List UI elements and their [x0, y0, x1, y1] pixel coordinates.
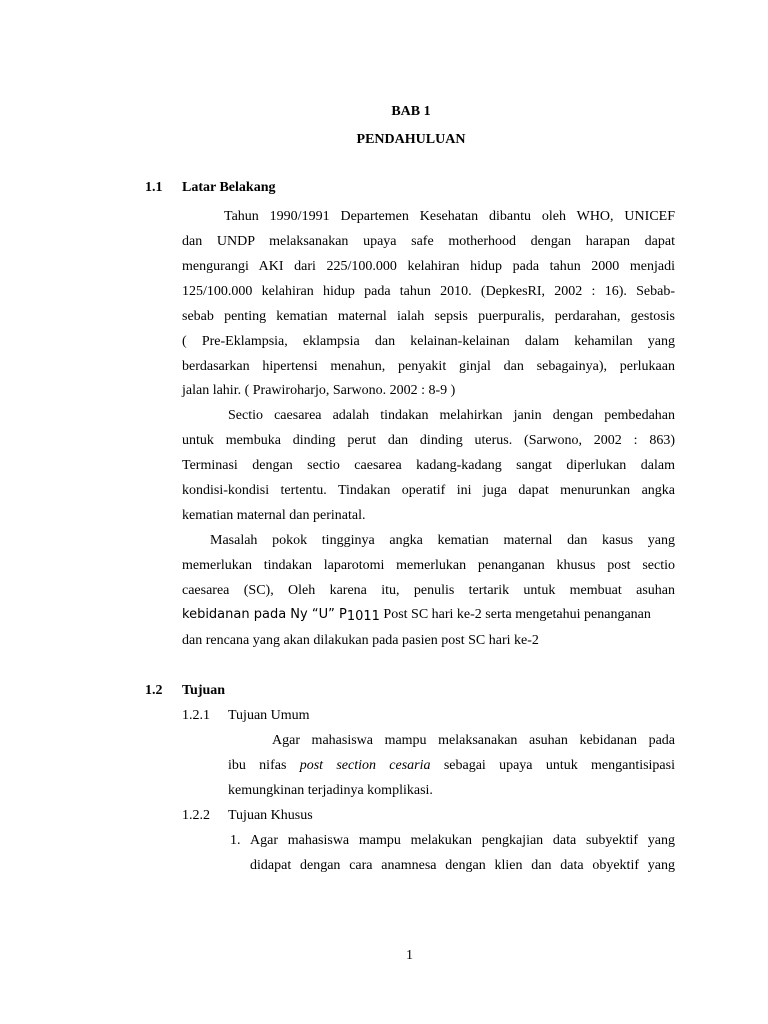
text-line: dan rencana yang akan dilakukan pada pasien post SC hari ke-2	[182, 633, 539, 648]
subsection-title: Tujuan Khusus	[228, 808, 313, 823]
text-line: Agar mahasiswa mampu melakukan pengkajian data subyektif yang	[250, 833, 675, 848]
chapter-title: PENDAHULUAN	[356, 132, 466, 147]
text-line: mengurangi AKI dari 225/100.000 kelahiran hidup pada tahun 2000 menjadi	[182, 259, 675, 274]
text-span: sebagai upaya untuk mengantisipasi	[430, 758, 675, 773]
text-line	[228, 758, 675, 774]
text-span: ibu nifas	[228, 758, 300, 773]
text-line: dan UNDP melaksanakan upaya safe motherhood dengan harapan dapat	[182, 234, 675, 249]
text-line: Terminasi dengan sectio caesarea kadang-kadang sangat diperlukan dalam	[182, 458, 675, 473]
text-line: Sectio caesarea adalah tindakan melahirkan janin dengan pembedahan	[228, 408, 675, 423]
section-number: 1.2	[145, 683, 163, 698]
text-line: Agar mahasiswa mampu melaksanakan asuhan kebidanan pada	[272, 733, 675, 748]
text-line	[182, 607, 651, 623]
text-line: kematian maternal dan perinatal.	[182, 508, 366, 523]
subsection-number: 1.2.2	[182, 808, 210, 823]
text-line: didapat dengan cara anamnesa dengan klien dan data obyektif yang	[250, 858, 675, 873]
subsection-number: 1.2.1	[182, 708, 210, 723]
text-line: caesarea (SC), Oleh karena itu, penulis tertarik untuk membuat asuhan	[182, 583, 675, 598]
text-span: Post SC hari ke-2 serta mengetahui penanganan	[379, 607, 651, 622]
text-line: ( Pre-Eklampsia, eklampsia dan kelainan-kelainan dalam kehamilan yang	[182, 334, 675, 349]
text-line: berdasarkan hipertensi menahun, penyakit ginjal dan sebagainya), perlukaan	[182, 359, 675, 374]
text-line: untuk membuka dinding perut dan dinding uterus. (Sarwono, 2002 : 863)	[182, 433, 675, 448]
section-title: Latar Belakang	[182, 180, 276, 195]
chapter-number: BAB 1	[391, 104, 431, 119]
text-line: Tahun 1990/1991 Departemen Kesehatan dibantu oleh WHO, UNICEF	[224, 209, 675, 224]
section-number: 1.1	[145, 180, 163, 195]
text-line: Masalah pokok tingginya angka kematian maternal dan kasus yang	[210, 533, 675, 548]
subscript: 1011	[346, 609, 380, 624]
text-line: kemungkinan terjadinya komplikasi.	[228, 783, 433, 798]
text-line: memerlukan tindakan laparotomi memerlukan penanganan khusus post sectio	[182, 558, 675, 573]
section-title: Tujuan	[182, 683, 226, 698]
text-line: kondisi-kondisi tertentu. Tindakan operatif ini juga dapat menurunkan angka	[182, 483, 675, 498]
text-line: jalan lahir. ( Prawiroharjo, Sarwono. 2002 : 8-9 )	[182, 383, 456, 398]
italic-term: post section cesaria	[299, 758, 431, 773]
text-line: 125/100.000 kelahiran hidup pada tahun 2010. (DepkesRI, 2002 : 16). Sebab-	[182, 284, 675, 299]
list-number: 1.	[230, 833, 241, 848]
subsection-title: Tujuan Umum	[228, 708, 310, 723]
page-number: 1	[406, 948, 413, 963]
mixed-font-text: kebidanan pada Ny “U” P	[182, 607, 347, 622]
text-line: sebab penting kematian maternal ialah sepsis puerpuralis, perdarahan, gestosis	[182, 309, 675, 324]
